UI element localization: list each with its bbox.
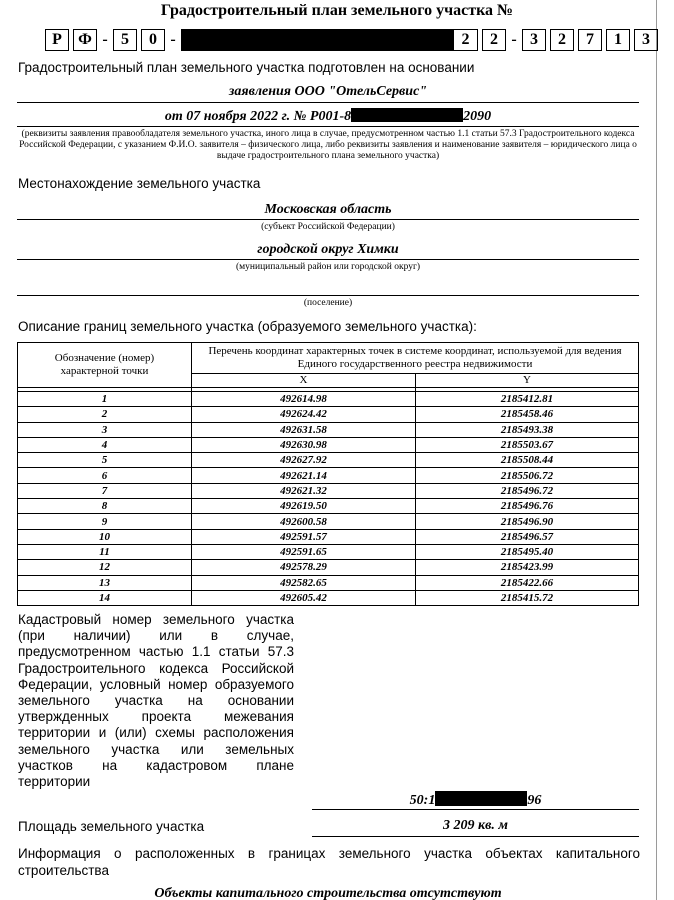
cadastral-label-line: территории и (или) схемы расположения <box>18 725 294 741</box>
point-number: 10 <box>18 529 192 544</box>
number-cell: 2 <box>482 29 506 51</box>
x-coordinate: 492621.14 <box>192 468 416 483</box>
plan-number <box>45 28 662 52</box>
objects-label: Информация о расположенных в границах земельного участка объектах капитального строительства <box>18 846 640 878</box>
point-number: 4 <box>18 437 192 452</box>
y-coordinate: 2185508.44 <box>416 453 639 468</box>
x-coordinate: 492578.29 <box>192 560 416 575</box>
application-date-prefix: от 07 ноября 2022 г. № Р001-8 <box>164 109 352 124</box>
x-coordinate: 492624.42 <box>192 407 416 422</box>
table-row <box>18 483 639 498</box>
cadastral-label-line: территории <box>18 774 91 790</box>
objects-value: Объекты капитального строительства отсутствуют <box>154 886 502 900</box>
table-row <box>18 560 639 575</box>
number-cell: 7 <box>578 29 602 51</box>
cadastral-suffix: 96 <box>527 793 542 808</box>
number-separator: - <box>170 31 176 48</box>
point-number: 7 <box>18 483 192 498</box>
location-label: Местонахождение земельного участка <box>18 176 261 191</box>
cadastral-label-line: (при наличии) или в случае, <box>18 628 294 644</box>
underline <box>17 219 639 220</box>
y-coordinate: 2185503.67 <box>416 437 639 452</box>
x-coordinate: 492600.58 <box>192 514 416 529</box>
cadastral-label-line: Кадастровый номер земельного участка <box>18 612 294 627</box>
table-row <box>18 529 639 544</box>
point-number: 6 <box>18 468 192 483</box>
y-coordinate: 2185496.72 <box>416 483 639 498</box>
coordinates-body <box>18 392 639 606</box>
cadastral-label-line: утвержденных проекта межевания <box>18 709 294 725</box>
y-coordinate: 2185493.38 <box>416 422 639 437</box>
y-coordinate: 2185495.40 <box>416 544 639 559</box>
requisites-note: (реквизиты заявления правообладателя земельного участка, иного лица в случае, предусмотренном частью 1.1 статьи 57.3 Градостроительного кодекса Российской Федерации, с указанием Ф.И.О. заявителя – физического лица, либо реквизиты заявления и наименование заявителя – юридического лица о выдаче градостроительного плана земельного участка) <box>19 129 637 161</box>
y-coordinate: 2185412.81 <box>416 392 639 407</box>
underline <box>17 126 639 127</box>
coordinates-table <box>17 342 639 606</box>
cadastral-prefix: 50:1 <box>409 793 436 808</box>
application-date-suffix: 2090 <box>463 109 492 124</box>
number-separator: - <box>511 31 517 48</box>
point-number-header: Обозначение (номер) характерной точки <box>18 343 192 388</box>
table-row <box>18 575 639 590</box>
cadastral-label-line: земельного участка на основании <box>18 693 294 709</box>
underline <box>312 836 639 837</box>
table-row <box>18 590 639 605</box>
cadastral-value <box>312 791 639 809</box>
table-row <box>18 422 639 437</box>
redaction-block <box>435 791 527 806</box>
number-cell: 3 <box>522 29 546 51</box>
y-coordinate: 2185496.57 <box>416 529 639 544</box>
district-value: городской округ Химки <box>257 242 399 257</box>
page-edge <box>656 0 657 900</box>
region-note: (субъект Российской Федерации) <box>261 222 395 232</box>
application-value: заявления ООО "ОтельСервис" <box>228 84 428 99</box>
area-value: 3 209 кв. м <box>443 818 508 833</box>
point-number: 14 <box>18 590 192 605</box>
redaction-block <box>181 29 454 51</box>
number-cell: 2 <box>454 29 478 51</box>
basis-label: Градостроительный план земельного участка подготовлен на основании <box>18 60 475 75</box>
underline <box>17 295 639 296</box>
number-cell: 5 <box>113 29 137 51</box>
cadastral-label-line: земельного участка или земельных <box>18 741 294 757</box>
y-coordinate: 2185423.99 <box>416 560 639 575</box>
number-cell: 0 <box>141 29 165 51</box>
x-coordinate: 492621.32 <box>192 483 416 498</box>
point-number: 11 <box>18 544 192 559</box>
y-coordinate: 2185458.46 <box>416 407 639 422</box>
x-coordinate: 492619.50 <box>192 499 416 514</box>
boundaries-label: Описание границ земельного участка (образуемого земельного участка): <box>18 319 477 334</box>
number-cell: Ф <box>73 29 97 51</box>
underline <box>312 809 639 810</box>
document-title: Градостроительный план земельного участка № <box>160 2 514 19</box>
table-row <box>18 437 639 452</box>
point-number: 8 <box>18 499 192 514</box>
x-coordinate: 492614.98 <box>192 392 416 407</box>
point-number: 3 <box>18 422 192 437</box>
area-label: Площадь земельного участка <box>18 819 205 834</box>
x-coordinate: 492582.65 <box>192 575 416 590</box>
y-coordinate: 2185496.90 <box>416 514 639 529</box>
y-coordinate: 2185415.72 <box>416 590 639 605</box>
number-separator: - <box>102 31 108 48</box>
x-coordinate: 492591.65 <box>192 544 416 559</box>
point-number: 5 <box>18 453 192 468</box>
table-row <box>18 499 639 514</box>
y-coordinate: 2185506.72 <box>416 468 639 483</box>
number-cell: 3 <box>634 29 658 51</box>
point-number: 1 <box>18 392 192 407</box>
number-cell: Р <box>45 29 69 51</box>
x-coordinate: 492631.58 <box>192 422 416 437</box>
table-row <box>18 468 639 483</box>
settlement-note: (поселение) <box>303 298 353 308</box>
table-row <box>18 514 639 529</box>
y-header: Y <box>416 374 639 388</box>
cadastral-label-line: предусмотренном частью 1.1 статьи 57.3 <box>18 644 294 660</box>
y-coordinate: 2185496.76 <box>416 499 639 514</box>
district-note: (муниципальный район или городской округ) <box>235 262 421 272</box>
number-cell: 2 <box>550 29 574 51</box>
point-number: 9 <box>18 514 192 529</box>
underline <box>17 102 639 103</box>
x-coordinate: 492605.42 <box>192 590 416 605</box>
table-row <box>18 407 639 422</box>
cadastral-label-line: участков на кадастровом плане <box>18 757 294 773</box>
application-date <box>17 108 639 125</box>
x-header: X <box>192 374 416 388</box>
x-coordinate: 492630.98 <box>192 437 416 452</box>
cadastral-label-line: Градостроительного кодекса Российской <box>18 660 294 676</box>
cadastral-label-line: Федерации, условный номер образуемого <box>18 676 294 692</box>
underline <box>17 259 639 260</box>
table-row <box>18 544 639 559</box>
y-coordinate: 2185422.66 <box>416 575 639 590</box>
table-row <box>18 392 639 407</box>
point-number: 13 <box>18 575 192 590</box>
redaction-block <box>351 108 463 122</box>
region-value: Московская область <box>264 202 392 217</box>
table-header-row <box>18 343 639 374</box>
x-coordinate: 492591.57 <box>192 529 416 544</box>
cadastral-label <box>18 612 294 790</box>
point-number: 2 <box>18 407 192 422</box>
x-coordinate: 492627.92 <box>192 453 416 468</box>
table-row <box>18 453 639 468</box>
number-cell: 1 <box>606 29 630 51</box>
point-number: 12 <box>18 560 192 575</box>
coordinates-header: Перечень координат характерных точек в системе координат, используемой для ведения Единого государственного реестра недвижимости <box>192 343 639 374</box>
